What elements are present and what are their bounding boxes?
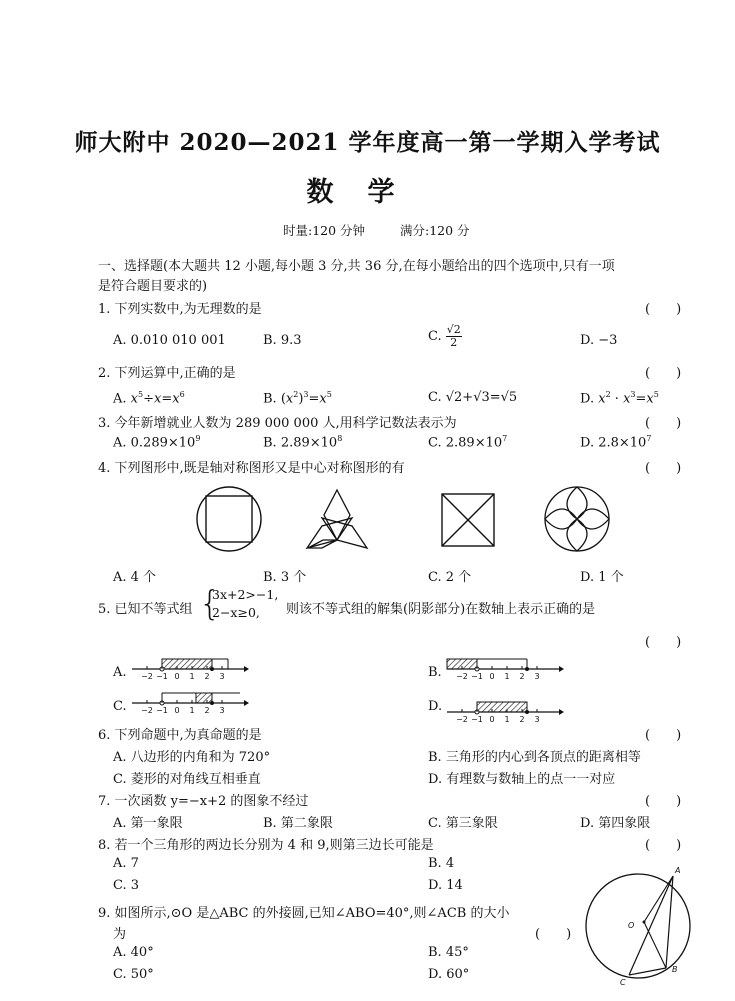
q9-label-a: A xyxy=(675,866,681,875)
q5-tick-label-c: 1 xyxy=(189,706,195,715)
q5-option-a-label: A. xyxy=(113,665,127,680)
q9-label-b: B xyxy=(672,965,678,974)
q6-option-c: C. 菱形的对角线互相垂直 xyxy=(113,772,261,787)
q5-tick-label-d: 3 xyxy=(534,715,540,724)
exam-time: 时量:120 分钟 xyxy=(283,223,366,238)
q6-option-b: B. 三角形的内心到各顶点的距离相等 xyxy=(428,750,641,765)
q1-option-d: D. −3 xyxy=(580,333,618,348)
q5-tick-label-b: 1 xyxy=(504,672,510,681)
q5-inequality-2: 2−x≥0, xyxy=(212,605,260,620)
q9-option-a: A. 40° xyxy=(113,945,154,960)
q5-answer-blank: ( ) xyxy=(645,635,682,650)
q3-option-c: C. $2.89\times 10^7$ xyxy=(428,434,508,451)
q5-tick-label-c: 2 xyxy=(204,706,210,715)
q3-stem: 3. 今年新增就业人数为 289 000 000 人,用科学记数法表示为 xyxy=(98,416,457,431)
exam-score: 满分:120 分 xyxy=(400,223,470,238)
q8-stem: 8. 若一个三角形的两边长分别为 4 和 9,则第三边长可能是 xyxy=(98,838,434,853)
q5-tick-label-a: −2 xyxy=(141,672,153,681)
q7-stem: 7. 一次函数 y=−x+2 的图象不经过 xyxy=(98,794,309,809)
q9-answer-blank: ( ) xyxy=(535,927,572,942)
q1-stem: 1. 下列实数中,为无理数的是 xyxy=(98,302,262,317)
q5-tick-label-b: 0 xyxy=(489,672,495,681)
q4-option-a: A. 4 个 xyxy=(113,570,157,585)
q9-stem-continued: 为 xyxy=(113,927,127,942)
q2-option-c: C. √2+√3=√5 xyxy=(428,390,518,405)
q5-option-b-label: B. xyxy=(428,665,442,680)
q1-option-b: B. 9.3 xyxy=(263,333,302,348)
q5-tick-label-a: −1 xyxy=(156,672,168,681)
q8-option-c: C. 3 xyxy=(113,878,140,893)
q5-tick-label-d: 0 xyxy=(489,715,495,724)
q5-tick-label-d: −1 xyxy=(471,715,483,724)
q5-tick-label-b: −2 xyxy=(456,672,468,681)
q5-tick-label-a: 3 xyxy=(219,672,225,681)
q4-option-c: C. 2 个 xyxy=(428,570,472,585)
q3-option-a: A. $0.289\times 10^9$ xyxy=(113,434,201,451)
q5-tick-label-d: −2 xyxy=(456,715,468,724)
section-instructions-line2: 是符合题目要求的) xyxy=(98,279,208,294)
q3-option-b: B. $2.89\times 10^8$ xyxy=(263,434,343,451)
q7-option-d: D. 第四象限 xyxy=(580,816,651,831)
q9-option-c: C. 50° xyxy=(113,967,154,982)
q5-tick-label-b: 2 xyxy=(519,672,525,681)
q4-option-d: D. 1 个 xyxy=(580,570,624,585)
q5-stem-suffix: 则该不等式组的解集(阴影部分)在数轴上表示正确的是 xyxy=(286,602,596,617)
q5-stem-prefix: 5. 已知不等式组 xyxy=(98,602,193,617)
q1-option-a: A. 0.010 010 001 xyxy=(113,333,226,348)
q2-answer-blank: ( ) xyxy=(645,366,682,381)
q3-option-d: D. $2.8\times 10^7$ xyxy=(580,434,652,451)
q1-option-c-label: C. xyxy=(428,329,442,344)
section-instructions-line1: 一、选择题(本大题共 12 小题,每小题 3 分,共 36 分,在每小题给出的四个选项中,只有一项 xyxy=(98,259,615,274)
q9-label-c: C xyxy=(620,978,626,987)
q8-answer-blank: ( ) xyxy=(645,838,682,853)
q6-option-a: A. 八边形的内角和为 720° xyxy=(113,750,271,765)
q2-option-d: D. $x^2 \cdot x^3=x^5$ xyxy=(580,390,659,407)
q5-tick-label-b: −1 xyxy=(471,672,483,681)
q6-stem: 6. 下列命题中,为真命题的是 xyxy=(98,728,262,743)
q4-option-b: B. 3 个 xyxy=(263,570,307,585)
q1-option-c-numerator: √2 xyxy=(446,323,461,336)
q9-option-b: B. 45° xyxy=(428,945,469,960)
q7-option-a: A. 第一象限 xyxy=(113,816,183,831)
q5-tick-label-d: 1 xyxy=(504,715,510,724)
q9-label-o: O xyxy=(628,921,635,930)
q8-option-d: D. 14 xyxy=(428,878,463,893)
q4-stem: 4. 下列图形中,既是轴对称图形又是中心对称图形的有 xyxy=(98,461,405,476)
q5-inequality-1: 3x+2>−1, xyxy=(212,587,279,602)
q5-tick-label-d: 2 xyxy=(519,715,525,724)
q9-stem: 9. 如图所示,⊙O 是△ABC 的外接圆,已知∠ABO=40°,则∠ACB 的大小 xyxy=(98,906,510,921)
q7-answer-blank: ( ) xyxy=(645,794,682,809)
q3-answer-blank: ( ) xyxy=(645,416,682,431)
q9-option-d: D. 60° xyxy=(428,967,470,982)
exam-title: 师大附中 2020—2021 学年度高一第一学期入学考试 xyxy=(74,129,661,156)
q2-stem: 2. 下列运算中,正确的是 xyxy=(98,366,236,381)
q5-tick-label-c: 3 xyxy=(219,706,225,715)
q5-tick-label-c: −2 xyxy=(141,706,153,715)
q7-option-c: C. 第三象限 xyxy=(428,816,498,831)
q5-option-d-label: D. xyxy=(428,699,443,714)
q1-answer-blank: ( ) xyxy=(645,302,682,317)
q5-brace: { xyxy=(199,584,221,624)
subject-title: 数学 xyxy=(306,177,429,208)
q5-tick-label-b: 3 xyxy=(534,672,540,681)
q5-tick-label-a: 0 xyxy=(174,672,180,681)
q8-option-b: B. 4 xyxy=(428,856,455,871)
q2-option-b: B. $(x^2)^3=x^5$ xyxy=(263,390,332,407)
q5-tick-label-a: 2 xyxy=(204,672,210,681)
q5-tick-label-c: −1 xyxy=(156,706,168,715)
q8-option-a: A. 7 xyxy=(113,856,139,871)
q2-option-a: A. $x^5\div x=x^6$ xyxy=(113,390,185,407)
q5-tick-label-a: 1 xyxy=(189,672,195,681)
q6-option-d: D. 有理数与数轴上的点一一对应 xyxy=(428,772,616,787)
q6-answer-blank: ( ) xyxy=(645,728,682,743)
q4-answer-blank: ( ) xyxy=(645,461,682,476)
q5-option-c-label: C. xyxy=(113,699,127,714)
q1-option-c-denominator: 2 xyxy=(450,336,458,349)
q7-option-b: B. 第二象限 xyxy=(263,816,333,831)
q5-tick-label-c: 0 xyxy=(174,706,180,715)
